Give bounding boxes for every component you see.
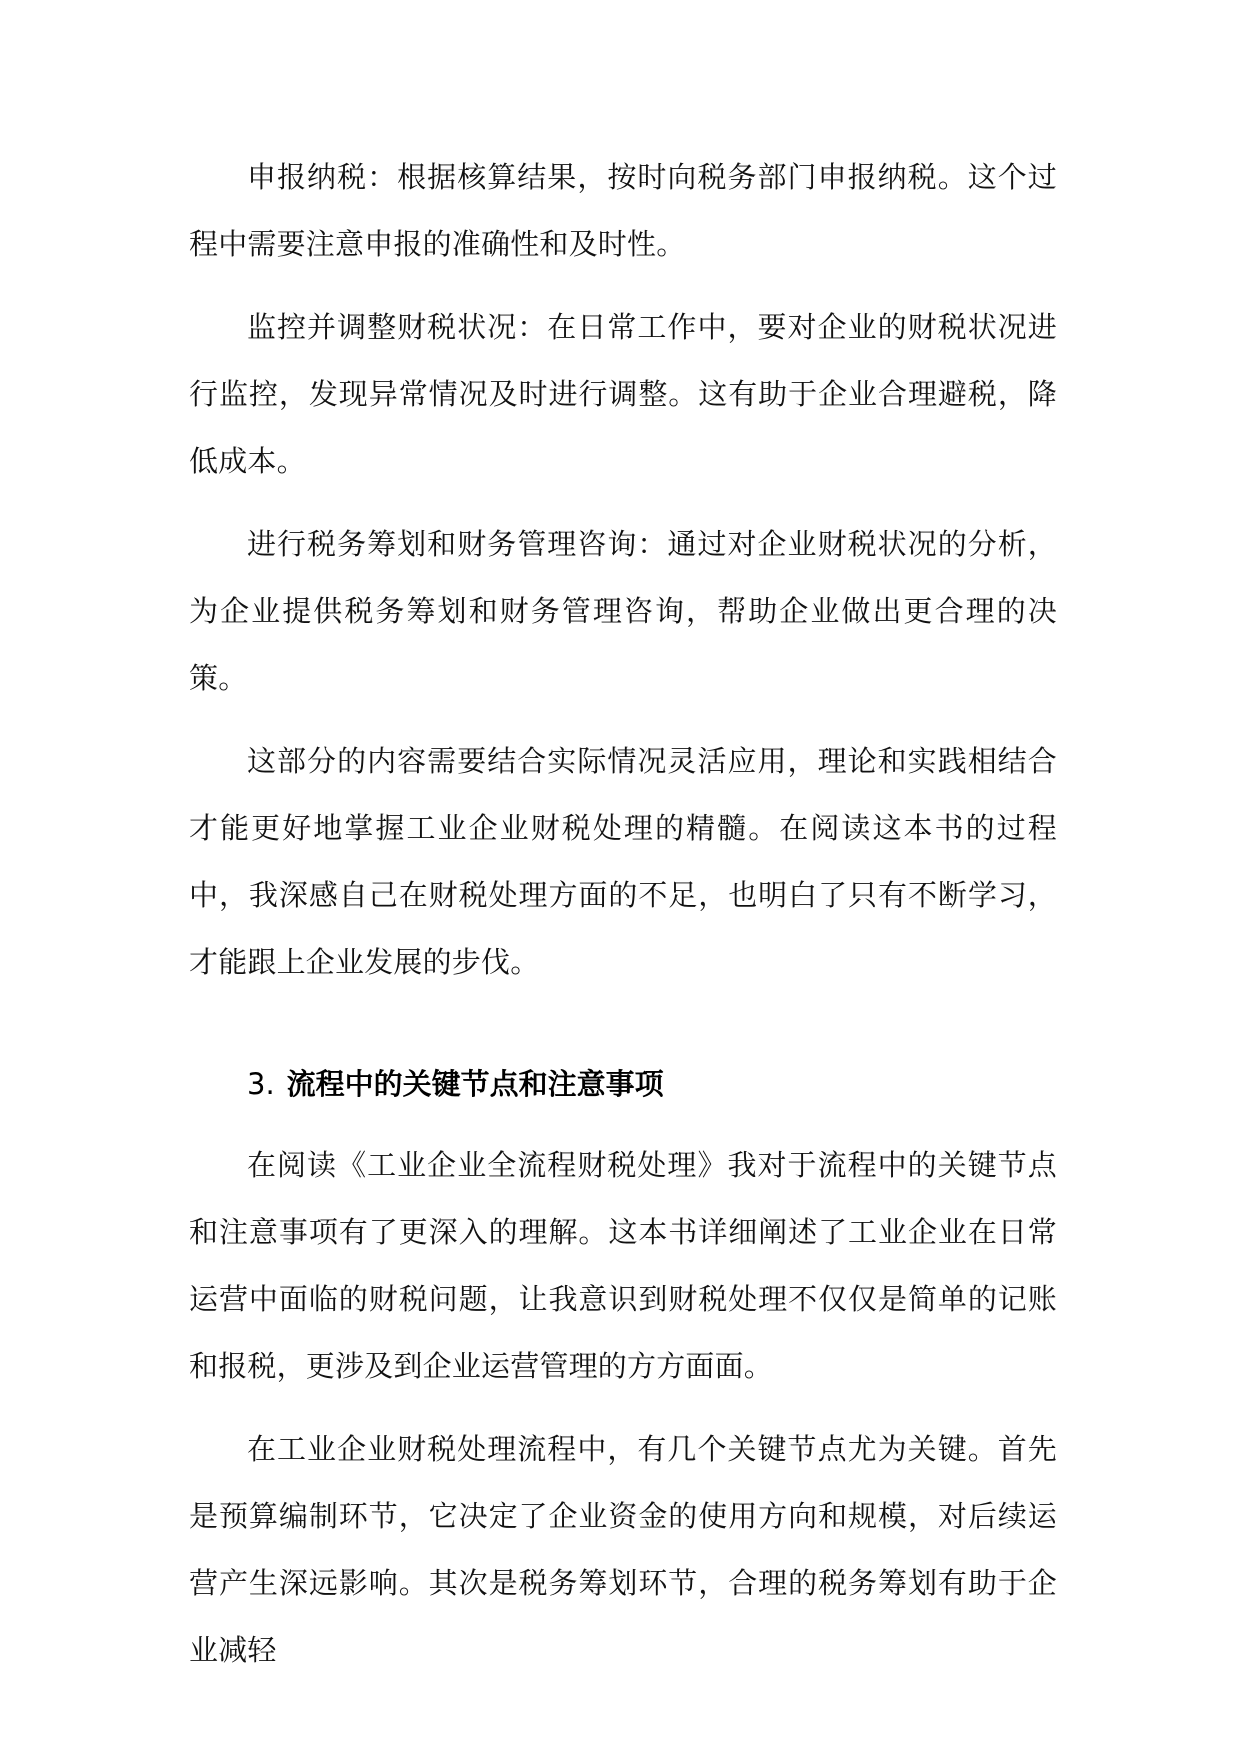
paragraph-key-nodes: 在工业企业财税处理流程中，有几个关键节点尤为关键。首先是预算编制环节，它决定了企业资金的使用方向和规模，对后续运营产生深远影响。其次是税务筹划环节，合理的税务筹划有助于企业减轻 (189, 1432, 1057, 1667)
paragraph-summary: 这部分的内容需要结合实际情况灵活应用，理论和实践相结合才能更好地掌握工业企业财税处理的精髓。在阅读这本书的过程中，我深感自己在财税处理方面的不足，也明白了只有不断学习，才能跟上企业发展的步伐。 (189, 744, 1057, 979)
section-heading (189, 1051, 1057, 1118)
paragraph-tax-planning: 进行税务筹划和财务管理咨询：通过对企业财税状况的分析，为企业提供税务筹划和财务管理咨询，帮助企业做出更合理的决策。 (189, 527, 1057, 695)
section-number: 3. (247, 1067, 275, 1101)
paragraph-monitor-adjust: 监控并调整财税状况：在日常工作中，要对企业的财税状况进行监控，发现异常情况及时进行调整。这有助于企业合理避税，降低成本。 (189, 310, 1057, 478)
section-title: 流程中的关键节点和注意事项 (286, 1067, 664, 1101)
paragraph-tax-filing: 申报纳税：根据核算结果，按时向税务部门申报纳税。这个过程中需要注意申报的准确性和及时性。 (189, 160, 1057, 261)
paragraph-reading-insight: 在阅读《工业企业全流程财税处理》我对于流程中的关键节点和注意事项有了更深入的理解。这本书详细阐述了工业企业在日常运营中面临的财税问题，让我意识到财税处理不仅仅是简单的记账和报税，更涉及到企业运营管理的方方面面。 (189, 1148, 1057, 1383)
document-body (189, 144, 1057, 1700)
